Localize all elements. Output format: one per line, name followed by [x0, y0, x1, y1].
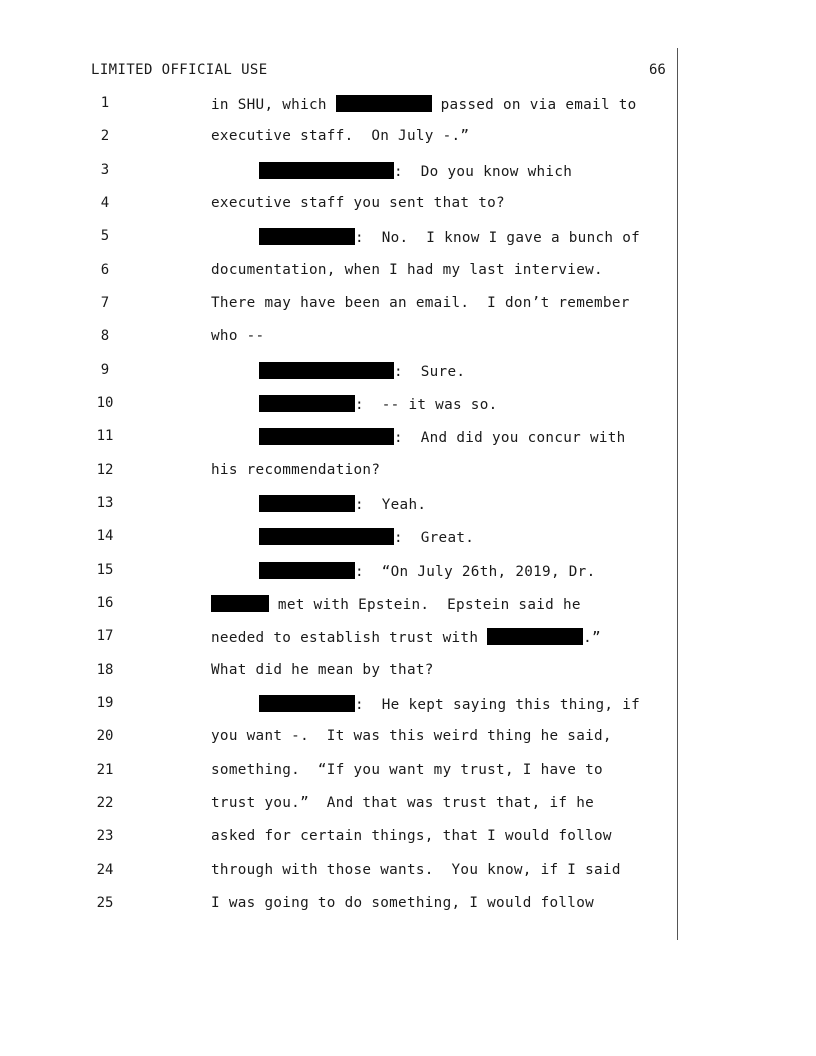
- line-text: : “On July 26th, 2019, Dr.: [259, 562, 596, 580]
- transcript-line: [0, 95, 816, 115]
- line-number: 1: [100, 95, 110, 111]
- line-number: 18: [96, 662, 114, 678]
- line-text: : Sure.: [259, 362, 465, 380]
- line-text: needed to establish trust with .”: [211, 630, 601, 646]
- transcript-line: [0, 528, 816, 548]
- line-number: 20: [96, 728, 114, 744]
- transcript-line: [0, 195, 816, 215]
- redaction-box: [259, 562, 355, 579]
- line-number: 22: [96, 795, 114, 811]
- line-number: 14: [96, 528, 114, 544]
- line-number: 3: [100, 162, 110, 178]
- transcript-line: [0, 695, 816, 715]
- line-text: through with those wants. You know, if I said: [211, 862, 621, 878]
- line-number: 5: [100, 228, 110, 244]
- redaction-box: [259, 695, 355, 712]
- line-number: 25: [96, 895, 114, 911]
- redaction-box: [336, 95, 432, 112]
- line-text: : Great.: [259, 528, 474, 546]
- line-text: executive staff. On July -.”: [211, 128, 470, 144]
- transcript-line: [0, 628, 816, 648]
- redaction-box: [259, 162, 394, 179]
- line-number: 13: [96, 495, 114, 511]
- transcript-line: [0, 428, 816, 448]
- line-number: 4: [100, 195, 110, 211]
- line-number: 19: [96, 695, 114, 711]
- redaction-box: [211, 595, 269, 612]
- line-text: : Yeah.: [259, 495, 426, 513]
- transcript-line: [0, 228, 816, 248]
- line-number: 16: [96, 595, 114, 611]
- line-text: you want -. It was this weird thing he said,: [211, 728, 612, 744]
- line-number: 21: [96, 762, 114, 778]
- line-text: : And did you concur with: [259, 428, 626, 446]
- line-number: 17: [96, 628, 114, 644]
- line-number: 12: [96, 462, 114, 478]
- line-text: something. “If you want my trust, I have to: [211, 762, 603, 778]
- page-number: 66: [649, 62, 666, 78]
- transcript-line: [0, 395, 816, 415]
- redaction-box: [487, 628, 583, 645]
- redaction-box: [259, 495, 355, 512]
- line-text: his recommendation?: [211, 462, 381, 478]
- line-number: 6: [100, 262, 110, 278]
- line-number: 9: [100, 362, 110, 378]
- transcript-line: [0, 862, 816, 882]
- line-text: There may have been an email. I don’t remember: [211, 295, 630, 311]
- line-text: met with Epstein. Epstein said he: [211, 595, 581, 613]
- line-number: 10: [96, 395, 114, 411]
- line-text: trust you.” And that was trust that, if he: [211, 795, 595, 811]
- line-number: 24: [96, 862, 114, 878]
- transcript-line: [0, 128, 816, 148]
- line-number: 8: [100, 328, 110, 344]
- transcript-line: [0, 595, 816, 615]
- line-number: 23: [96, 828, 114, 844]
- line-text: executive staff you sent that to?: [211, 195, 505, 211]
- transcript-line: [0, 762, 816, 782]
- line-text: who --: [211, 328, 265, 344]
- line-text: asked for certain things, that I would follow: [211, 828, 612, 844]
- transcript-line: [0, 728, 816, 748]
- line-text: : He kept saying this thing, if: [259, 695, 640, 713]
- transcript-line: [0, 262, 816, 282]
- transcript-line: [0, 328, 816, 348]
- transcript-line: [0, 662, 816, 682]
- redaction-box: [259, 428, 394, 445]
- line-number: 11: [96, 428, 114, 444]
- transcript-line: [0, 895, 816, 915]
- transcript-line: [0, 362, 816, 382]
- line-text: : No. I know I gave a bunch of: [259, 228, 640, 246]
- redaction-box: [259, 362, 394, 379]
- transcript-line: [0, 295, 816, 315]
- redaction-box: [259, 395, 355, 412]
- page-header-classification: LIMITED OFFICIAL USE: [91, 62, 268, 78]
- line-text: : -- it was so.: [259, 395, 498, 413]
- line-text: I was going to do something, I would follow: [211, 895, 595, 911]
- redaction-box: [259, 228, 355, 245]
- line-text: in SHU, which passed on via email to: [211, 97, 637, 113]
- line-text: What did he mean by that?: [211, 662, 434, 678]
- transcript-line: [0, 162, 816, 182]
- redaction-box: [259, 528, 394, 545]
- transcript-line: [0, 828, 816, 848]
- line-number: 7: [100, 295, 110, 311]
- transcript-line: [0, 462, 816, 482]
- transcript-line: [0, 495, 816, 515]
- transcript-line: [0, 795, 816, 815]
- line-number: 2: [100, 128, 110, 144]
- line-text: documentation, when I had my last interview.: [211, 262, 603, 278]
- line-number: 15: [96, 562, 114, 578]
- transcript-line: [0, 562, 816, 582]
- line-text: : Do you know which: [259, 162, 572, 180]
